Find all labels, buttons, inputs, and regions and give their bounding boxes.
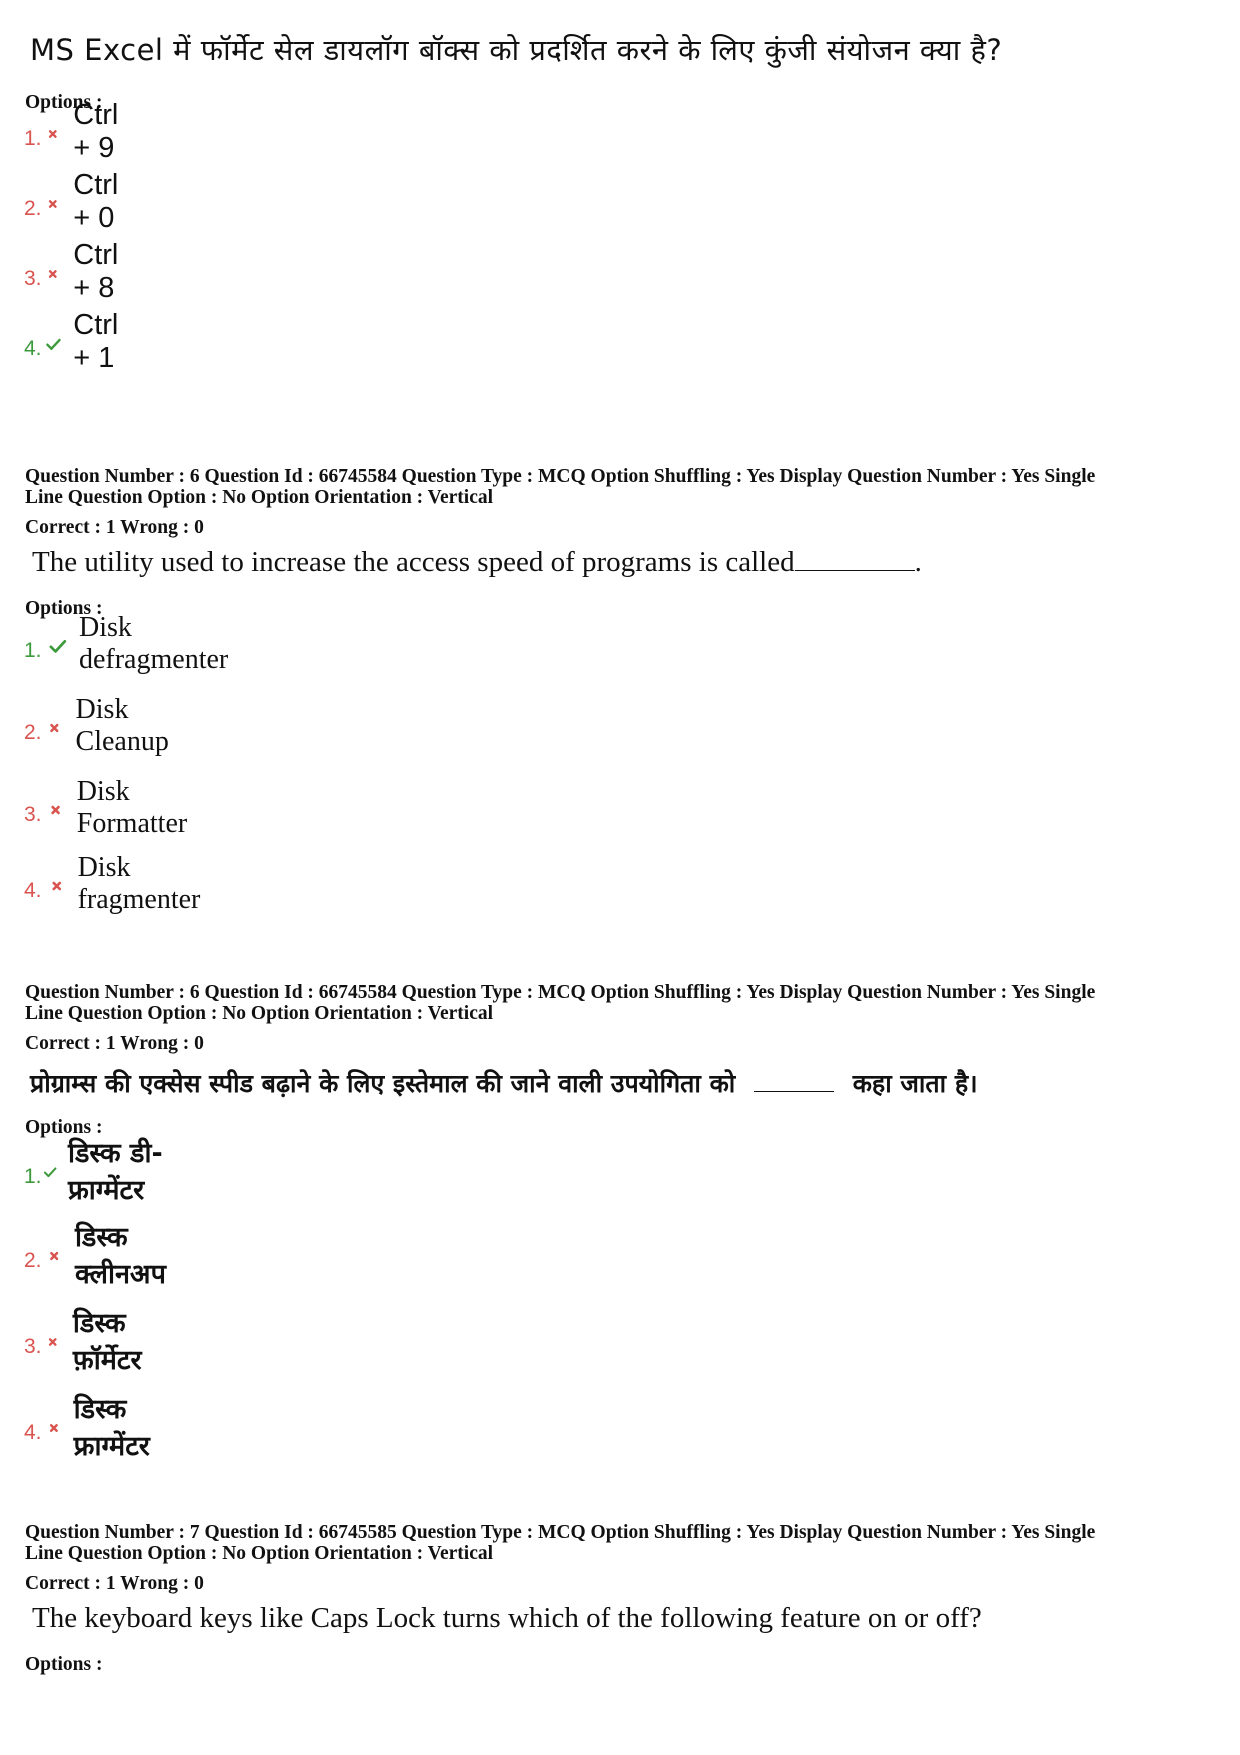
cross-icon: [45, 1244, 65, 1268]
meta-line: Question Number : 6 Question Id : 66745584 Question Type : MCQ Option Shuffling : Yes Display Question Number : Yes Single: [25, 466, 1096, 487]
meta-line: Question Number : 7 Question Id : 66745585 Question Type : MCQ Option Shuffling : Yes Display Question Number : Yes Single: [25, 1522, 1096, 1543]
cross-icon: [44, 262, 63, 286]
option-number: 3.: [24, 1335, 42, 1358]
option-text: डिस्क फ़ॉर्मेटर: [72, 1308, 142, 1376]
option-text: Disk Formatter: [76, 776, 188, 839]
option-text: डिस्क क्लीनअप: [74, 1222, 166, 1290]
option-text: Disk defragmenter: [78, 612, 229, 675]
option-number: 2.: [24, 197, 42, 220]
options-label: Options :: [25, 1654, 103, 1675]
option-text: Ctrl + 9: [73, 99, 119, 164]
question-meta: [25, 1522, 1225, 1564]
option-item[interactable]: [24, 1222, 183, 1290]
score-line: Correct : 1 Wrong : 0: [25, 1573, 204, 1594]
option-text: डिस्क फ्राग्मेंटर: [73, 1394, 150, 1462]
question-body: प्रोग्राम्स की एक्सेस स्पीड बढ़ाने के लिए इस्तेमाल की जाने वाली उपयोगिता को: [30, 1069, 736, 1098]
score-line: Correct : 1 Wrong : 0: [25, 517, 204, 538]
option-text: डिस्क डी-फ्राग्मेंटर: [67, 1138, 163, 1206]
option-number: 4.: [24, 879, 42, 902]
option-item[interactable]: [24, 694, 185, 757]
question-meta: [25, 466, 1225, 508]
check-icon: [42, 1160, 58, 1184]
options-label: Options :: [25, 1117, 103, 1138]
option-item[interactable]: [24, 612, 241, 675]
option-number: 2.: [24, 721, 42, 744]
cross-icon: [47, 874, 68, 898]
question-text: MS Excel में फॉर्मेट सेल डायलॉग बॉक्स को प्रदर्शित करने के लिए कुंजी संयोजन क्या है?: [30, 33, 1003, 67]
cross-icon: [45, 1416, 64, 1440]
cross-icon: [45, 716, 65, 740]
option-text: Ctrl + 8: [73, 239, 119, 304]
meta-line: Question Number : 6 Question Id : 66745584 Question Type : MCQ Option Shuffling : Yes Display Question Number : Yes Single: [25, 982, 1096, 1003]
check-icon: [47, 634, 69, 658]
option-number: 3.: [24, 803, 42, 826]
score-line: Correct : 1 Wrong : 0: [25, 1033, 204, 1054]
meta-line: Line Question Option : No Option Orientation : Vertical: [25, 487, 494, 508]
cross-icon: [44, 122, 63, 146]
question-end: .: [914, 546, 922, 578]
meta-line: Line Question Option : No Option Orientation : Vertical: [25, 1003, 494, 1024]
cross-icon: [44, 1330, 63, 1354]
question-text: [30, 1066, 978, 1100]
cross-icon: [44, 192, 63, 216]
question-body: The utility used to increase the access speed of programs is called: [32, 546, 795, 578]
meta-line: Line Question Option : No Option Orientation : Vertical: [25, 1543, 494, 1564]
option-number: 4.: [24, 1421, 42, 1444]
option-text: Disk fragmenter: [77, 852, 201, 915]
option-number: 1.: [24, 127, 42, 150]
option-number: 1.: [24, 639, 42, 662]
check-icon: [44, 332, 63, 356]
answer-blank: [795, 548, 915, 571]
option-text: Disk Cleanup: [75, 694, 169, 757]
option-item[interactable]: [24, 1308, 161, 1376]
option-item[interactable]: [24, 169, 137, 234]
options-label: Options :: [25, 598, 103, 619]
option-number: 2.: [24, 1249, 42, 1272]
question-end: कहा जाता है।: [852, 1069, 978, 1098]
options-label: Options :: [25, 92, 103, 113]
option-text: Ctrl + 0: [73, 169, 119, 234]
option-item[interactable]: [24, 852, 215, 915]
option-item[interactable]: [24, 309, 137, 374]
option-text: Ctrl + 1: [73, 309, 119, 374]
answer-blank: [754, 1073, 834, 1092]
option-item[interactable]: [24, 239, 137, 304]
option-item[interactable]: [24, 1394, 168, 1462]
option-item[interactable]: [24, 776, 202, 839]
option-number: 4.: [24, 337, 42, 360]
question-text: The keyboard keys like Caps Lock turns which of the following feature on or off?: [32, 1602, 982, 1634]
question-meta: [25, 982, 1225, 1024]
option-number: 1.: [24, 1165, 42, 1188]
cross-icon: [46, 798, 67, 822]
option-number: 3.: [24, 267, 42, 290]
option-item[interactable]: [24, 1138, 168, 1206]
question-text: [32, 546, 922, 579]
